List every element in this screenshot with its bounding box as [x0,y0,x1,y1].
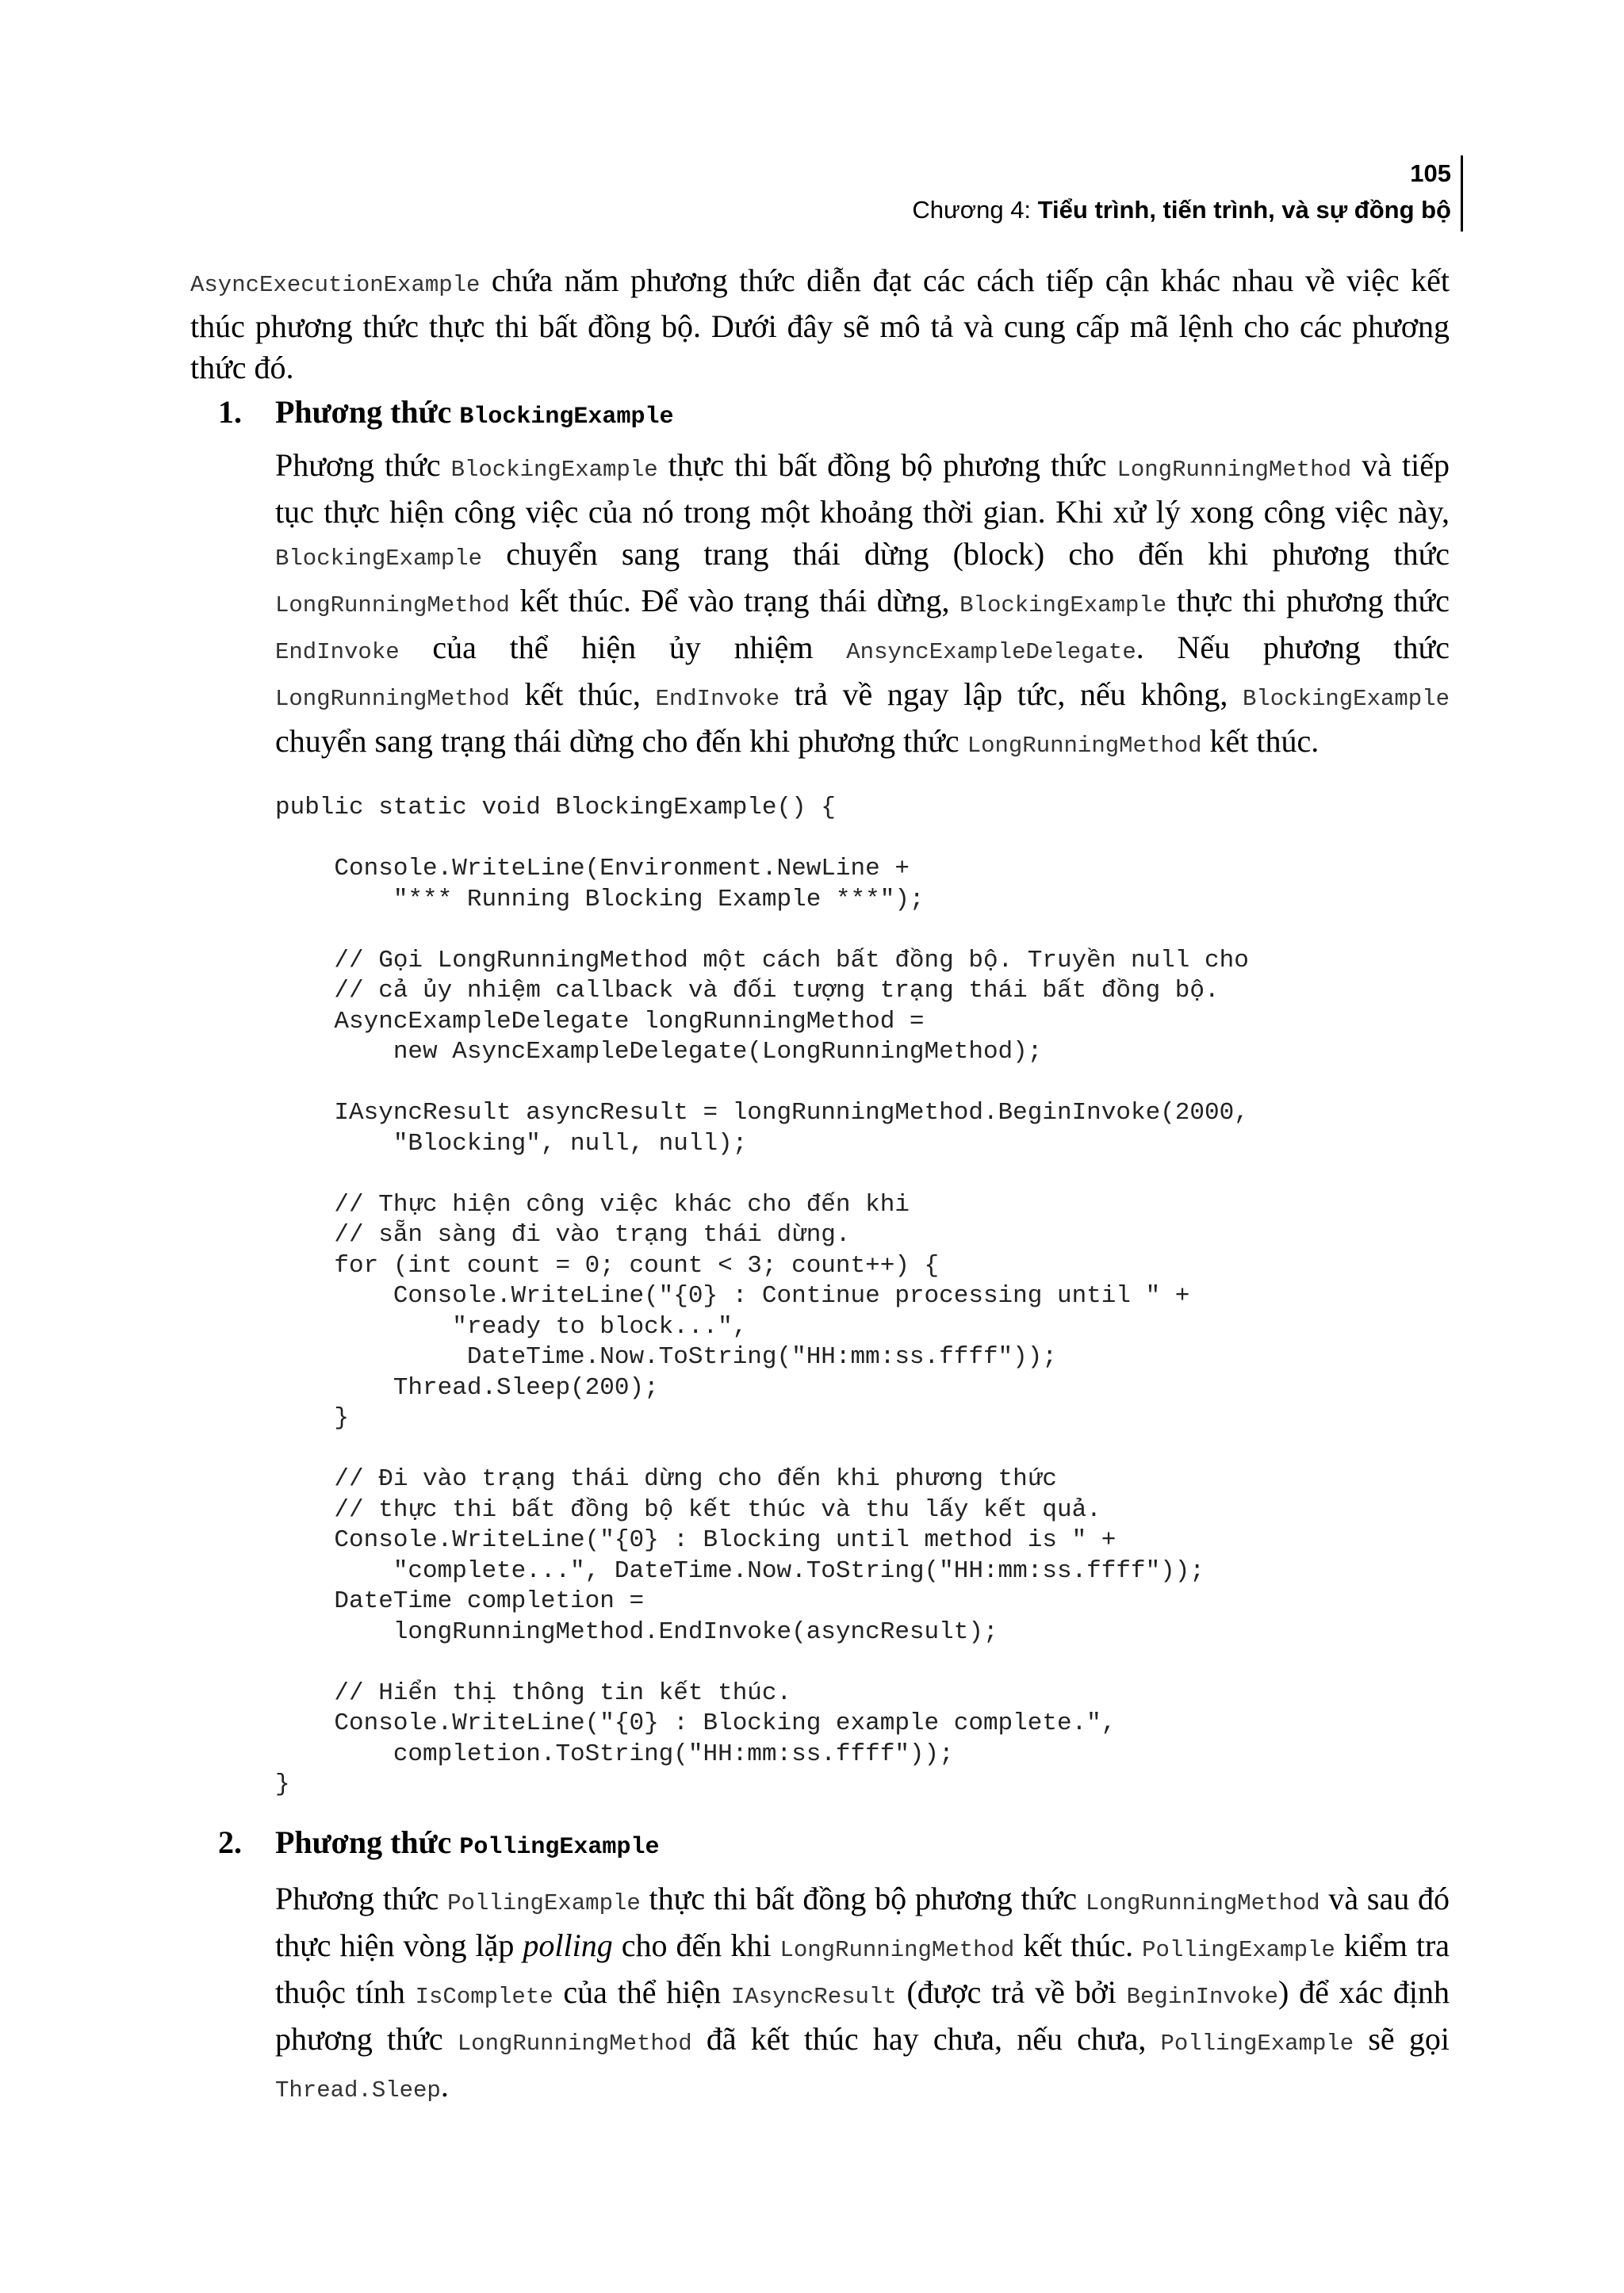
inline-code: LongRunningMethod [1085,1890,1320,1916]
inline-code: PollingExample [447,1890,641,1916]
code-listing: public static void BlockingExample() { Console.WriteLine(Environment.NewLine + "*** Running Blocking Example ***"); // Gọi LongRunningMethod một cách bất đồng bộ. Truyền null cho // cả ủy nhiệm callback và đối tượng trạng thái bất đồng bộ. AsyncExampleDelegate longRunningMethod = new AsyncExampleDelegate(LongRunningMethod); IAsyncResult asyncResult = longRunningMethod.BeginInvoke(2000, "Blocking", null, null); // Thực hiện công việc khác cho đến khi // sẵn sàng đi vào trạng thái dừng. for (int count = 0; count < 3; count++) { Console.WriteLine("{0} : Continue processing until " + "ready to block...", DateTime.Now.ToString("HH:mm:ss.ffff")); Thread.Sleep(200); } // Đi vào trạng thái dừng cho đến khi phương thức // thực thi bất đồng bộ kết thúc và thu lấy kết quả. Console.WriteLine("{0} : Blocking until method is " + "complete...", DateTime.Now.ToString("HH:mm:ss.ffff")); DateTime completion = longRunningMethod.EndInvoke(asyncResult); // Hiển thị thông tin kết thúc. Console.WriteLine("{0} : Blocking example complete.", completion.ToString("HH:mm:ss.ffff")); } [275,794,1249,1798]
inline-code: AnsyncExampleDelegate [846,639,1136,665]
text: kết thúc. [1201,723,1320,759]
text: chuyển sang trạng thái dừng cho đến khi phương thức [275,723,967,759]
text: thực thi bất đồng bộ phương thức [657,447,1117,483]
inline-code: BlockingExample [275,545,483,572]
inline-code: LongRunningMethod [1116,457,1352,483]
inline-code: LongRunningMethod [275,686,510,712]
text: trả về ngay lập tức, nếu không, [779,676,1243,712]
intro-paragraph [190,260,1450,389]
chapter-prefix: Chương 4: [912,196,1038,224]
section-2-paragraph [275,1878,1450,2111]
text: (được trả về bởi [896,1974,1127,2010]
inline-code: BlockingExample [450,457,658,483]
page-number: 105 [1410,159,1451,187]
section-heading-1 [218,393,673,431]
text: . [440,2068,449,2104]
emphasis: polling [523,1927,613,1963]
inline-code: IAsyncResult [730,1984,897,2010]
page-header [912,155,1451,228]
text: thực thi phương thức [1166,583,1450,618]
section-title: Phương thức [275,394,460,430]
text: Phương thức [275,447,451,483]
section-title-code: BlockingExample [459,404,674,431]
text: đã kết thúc hay chưa, nếu chưa, [691,2021,1161,2057]
inline-code: BlockingExample [1242,686,1450,712]
section-number: 1. [218,394,242,430]
text: kết thúc, [509,676,656,712]
inline-code: BeginInvoke [1126,1984,1279,2010]
inline-code: AsyncExecutionExample [190,272,481,298]
inline-code: LongRunningMethod [275,592,510,618]
inline-code: PollingExample [1160,2031,1354,2057]
text: của thể hiện ủy nhiệm [399,630,847,665]
text: thực thi bất đồng bộ phương thức [640,1881,1086,1916]
text: . Nếu phương thức [1136,630,1450,665]
text: chuyển sang trang thái dừng (block) cho đến khi phương thức [482,536,1450,572]
inline-code: LongRunningMethod [967,733,1202,759]
text: kết thúc. [1014,1927,1143,1963]
inline-code: BlockingExample [959,592,1167,618]
text: Phương thức [275,1881,448,1916]
text: của thể hiện [553,1974,731,2010]
inline-code: EndInvoke [655,686,780,712]
text: cho đến khi [612,1927,780,1963]
section-title-code: PollingExample [459,1834,660,1861]
inline-code: LongRunningMethod [457,2031,692,2057]
section-1-paragraph [275,444,1450,767]
chapter-heading [912,192,1451,228]
inline-code: Thread.Sleep [275,2077,441,2104]
inline-code: PollingExample [1142,1937,1335,1963]
section-number: 2. [218,1824,242,1860]
chapter-title: Tiểu trình, tiến trình, và sự đồng bộ [1037,196,1451,224]
inline-code: IsComplete [415,1984,553,2010]
inline-code: LongRunningMethod [779,1937,1015,1963]
intro-text: chứa năm phương thức diễn đạt các cách tiếp cận khác nhau về việc kết thúc phương thức thực thi bất đồng bộ. Dưới đây sẽ mô tả và cung cấp mã lệnh cho các phương thức đó. [190,262,1450,385]
section-title: Phương thức [275,1824,460,1860]
section-heading-2 [218,1824,659,1861]
text: kiểm tra thuộc tính [275,1927,1450,2010]
text: kết thúc. Để vào trạng thái dừng, [509,583,960,618]
text: ) để xác định phương thức [275,1974,1450,2057]
text: và tiếp tục thực hiện công việc của nó trong một khoảng thời gian. Khi xử lý xong công việc này, [275,447,1450,530]
text: và sau đó thực hiện vòng lặp [275,1881,1450,1963]
text: sẽ gọi [1354,2021,1450,2057]
inline-code: EndInvoke [275,639,400,665]
header-rule [1461,155,1463,232]
